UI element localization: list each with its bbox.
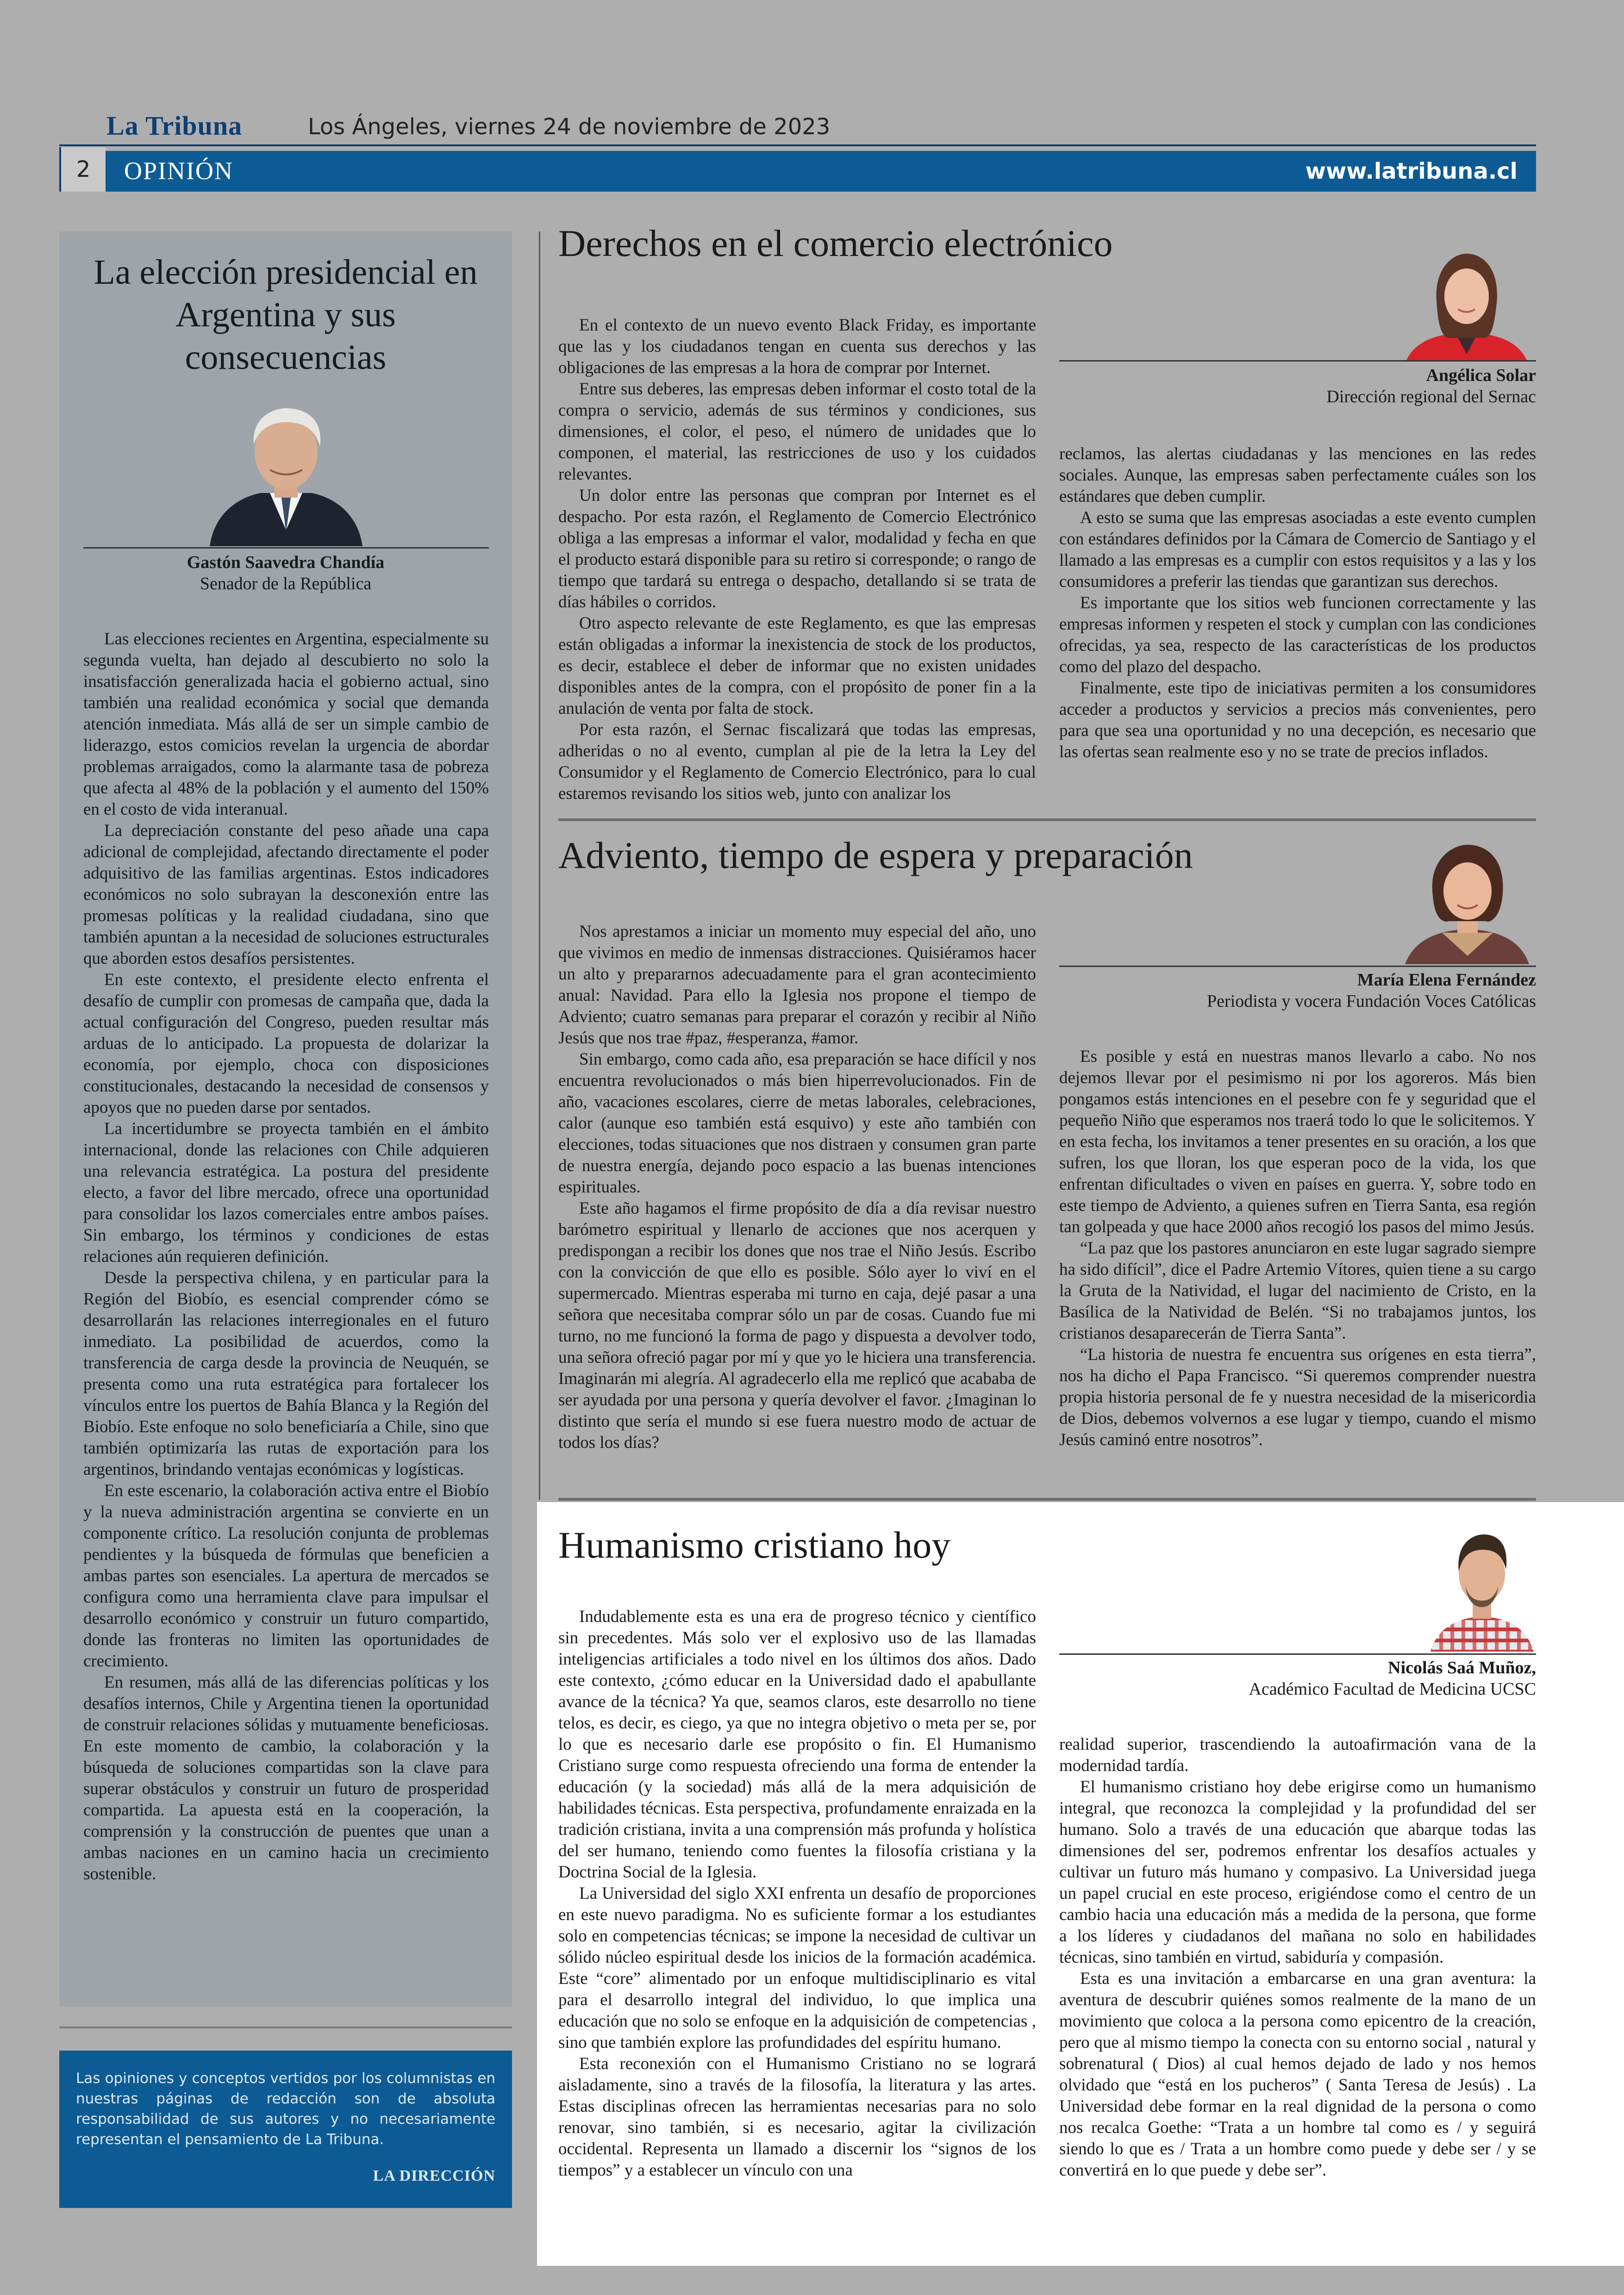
paragraph: El humanismo cristiano hoy debe erigirse como un humanismo integral, que reconozca la complejidad y la profundidad del ser humano. Solo a través de una educación que abarque todas las dimensiones del ser, podremos enfrentar los desafíos actuales y cultivar un futuro más humano y compasivo. La Universidad juega un papel crucial en este proceso, erigiéndose como el centro de un cambio hacia una educación más a medida de la persona, que forme a los líderes y ciudadanos del mañana no solo en habilidades técnicas, sino también en virtud, sabiduría y compasión. — [1059, 1777, 1536, 1967]
dateline: Los Ángeles, viernes 24 de noviembre de 2023 — [308, 114, 831, 140]
author-role: Dirección regional del Sernac — [1326, 387, 1536, 406]
article-column — [1059, 1046, 1536, 1451]
author-photo-saavedra — [200, 398, 372, 546]
disclaimer-text: Las opiniones y conceptos vertidos por los columnistas en nuestras páginas de redacción son de absoluta responsabilidad de sus autores y no necesariamente representan el pensamiento de La Tribuna. — [76, 2070, 495, 2148]
left-article-body — [83, 629, 489, 1885]
author-name: Gastón Saavedra Chandía — [187, 553, 385, 572]
paragraph: Indudablemente esta es una era de progreso técnico y científico sin precedentes. Más solo ver el explosivo uso de las llamadas inteligencias artificiales a todo nivel en los últimos dos años. Dado este contexto, ¿cómo educar en la Universidad dado el apabullante avance de la técnica? Ya que, seamos claros, este desarrollo no tiene telos, es decir, es ciego, ya que no integra objetivo o meta per se, por lo que es necesario darle ese propósito o fin. El Humanismo Cristiano surge como respuesta ofreciendo una forma de entender la educación (y la sociedad) más allá de la mera adquisición de habilidades técnicas. Esta perspectiva, profundamente enraizada en la tradición cristiana, invita a una comprensión más profunda y holística del ser humano, teniendo como fuentes la filosofía cristiana y la Doctrina Social de la Iglesia. — [558, 1607, 1036, 1882]
article-title-comercio: Derechos en el comercio electrónico — [558, 222, 1113, 264]
author-name: María Elena Fernández — [1357, 970, 1536, 990]
divider — [59, 2027, 512, 2028]
paragraph: Sin embargo, como cada año, esa preparación se hace difícil y nos encuentra revolucionados o más bien hiperrevolucionados. Fin de año, vacaciones escolares, cierre de metas laborales, celebraciones, calor (aunque eso también está esquivo) y este año también con elecciones, todas situaciones que nos distraen y consumen gran parte de nuestra energía, dejando poco espacio a las buenas intenciones espirituales. — [558, 1050, 1036, 1197]
article-title-humanismo: Humanismo cristiano hoy — [558, 1524, 951, 1566]
page-number: 2 — [59, 147, 106, 192]
section-title: OPINIÓN — [124, 157, 233, 185]
paragraph: La depreciación constante del peso añade una capa adicional de complejidad, afectando directamente el poder adquisitivo de las familias argentinas. Estos indicadores económicos no solo subrayan la desconexión entre las promesas políticas y la realidad ciudadana, sino que también apuntan a la necesidad de soluciones estructurales que aborden estos desafíos persistentes. — [83, 821, 489, 968]
column-rule — [539, 231, 540, 1500]
paragraph: En resumen, más allá de las diferencias políticas y los desafíos internos, Chile y Argentina tienen la oportunidad de construir relaciones sólidas y mutuamente beneficiosas. En este momento de cambio, la colaboración y la búsqueda de soluciones compartidas son la clave para superar obstáculos y construir un futuro de prosperidad compartida. La apuesta está en la cooperación, la comprensión y la construcción de puentes que unan a ambas naciones en un camino hacia un crecimiento sostenible. — [83, 1673, 489, 1883]
paragraph: Es posible y está en nuestras manos llevarlo a cabo. No nos dejemos llevar por el pesimismo ni por los agoreros. Más bien pongamos estás intenciones en el pesebre con fe y seguridad que el pequeño Niño que esperamos nos traerá todo lo que le solicitemos. Y en esta fecha, los invitamos a tener presentes en su oración, a los que sufren, los que lloran, los que esperan poco de la vida, los que enfrentan dificultades o viven en países en guerra. Y, sobre todo en este tiempo de Adviento, a quienes sufren en Tierra Santa, esa región tan golpeada y que hace 2000 años recogió los pasos del mimo Jesús. — [1059, 1047, 1536, 1236]
paragraph: La incertidumbre se proyecta también en el ámbito internacional, donde las relaciones con Chile adquieren una relevancia estratégica. La postura del presidente electo, a favor del libre mercado, ofrece una oportunidad para consolidar los lazos comerciales entre ambos países. Sin embargo, los términos y condiciones de estas relaciones aún requieren definición. — [83, 1119, 489, 1266]
paragraph: realidad superior, trascendiendo la autoafirmación vana de la modernidad tardía. — [1059, 1735, 1536, 1775]
article-column — [1059, 1734, 1536, 2181]
paragraph: Entre sus deberes, las empresas deben informar el costo total de la compra o servicio, además de sus términos y condiciones, sus dimensiones, el color, el peso, el número de unidades que lo componen, el material, las restricciones de uso y los cuidados relevantes. — [558, 380, 1036, 484]
disclaimer-box — [59, 2051, 512, 2208]
article-column — [558, 921, 1036, 1453]
paragraph: Desde la perspectiva chilena, y en particular para la Región del Biobío, es esencial comprender cómo se desarrollarán las relaciones interregionales en el futuro inmediato. La posibilidad de acuerdos, como la transferencia de carga desde la provincia de Neuquén, se presenta como una ruta estratégica para fortalecer los vínculos entre los puertos de Bahía Blanca y la Región del Biobío. Este enfoque no solo beneficiaría a Chile, sino que también optimizaría las rutas de exportación para los argentinos, brindando ventajas económicas y logísticas. — [83, 1268, 489, 1479]
article-column — [558, 1606, 1036, 2181]
article-separator — [558, 818, 1536, 821]
paragraph: “La paz que los pastores anunciaron en este lugar sagrado siempre ha sido difícil”, dice el Padre Artemio Vítores, quien tiene a su cargo la Gruta de la Natividad, el lugar del nacimiento de Cristo, en la Basílica de la Natividad de Belén. “Si no trabajamos juntos, los cristianos desaparecerán de Tierra Santa”. — [1059, 1239, 1536, 1343]
author-rule — [83, 547, 489, 549]
article-separator — [558, 1498, 1536, 1501]
paragraph: Otro aspecto relevante de este Reglamento, es que las empresas están obligadas a informar la inexistencia de stock de los productos, es decir, establece el deber de informar que no existen unidades disponibles antes de la compra, con el propósito de poner fin a la anulación de venta por falta de stock. — [558, 614, 1036, 718]
author-role: Periodista y vocera Fundación Voces Católicas — [1207, 992, 1536, 1011]
author-photo-saa — [1428, 1528, 1536, 1652]
paragraph: Un dolor entre las personas que compran por Internet es el despacho. Por esta razón, el Reglamento de Comercio Electrónico obliga a las empresas a informar el valor, modalidad y fecha en que el producto estará disponible para su retiro si corresponde; o rango de tiempo que tardará su entrega o despacho, detallando si se trata de días hábiles o corridos. — [558, 486, 1036, 611]
author-name: Angélica Solar — [1426, 366, 1536, 385]
author-photo-solar — [1397, 250, 1536, 360]
article-column — [1059, 443, 1536, 763]
paragraph: Es importante que los sitios web funcionen correctamente y las empresas informen y respeten el stock y cumplan con las condiciones ofrecidas, ya sea, respecto de las características de los productos como del plazo del despacho. — [1059, 593, 1536, 676]
paragraph: Finalmente, este tipo de iniciativas permiten a los consumidores acceder a productos y servicios a precios más convenientes, pero para que sea una oportunidad y no una decepción, es necesario que las ofertas sean realmente eso y no se trate de precios inflados. — [1059, 679, 1536, 761]
paragraph: La Universidad del siglo XXI enfrenta un desafío de proporciones en este nuevo paradigma. No es suficiente formar a los estudiantes solo en competencias técnicas; se impone la necesidad de cultivar un sólido núcleo espiritual desde los inicios de la formación académica. Este “core” alimentado por un enfoque multidisciplinario es vital para el desarrollo integral del individuo, lo que implica una educación que no solo se enfoque en la adquisición de competencias , sino que también explore las profundidades del espíritu humano. — [558, 1884, 1036, 2052]
paragraph: A esto se suma que las empresas asociadas a este evento cumplen con estándares definidos por la Cámara de Comercio de Santiago y el llamado a las empresas es a cumplir con estos requisitos y a las y los consumidores a preferir las tiendas que garantizan sus derechos. — [1059, 508, 1536, 591]
author-photo-fernandez — [1398, 840, 1536, 964]
section-band — [106, 151, 1536, 192]
author-role: Académico Facultad de Medicina UCSC — [1249, 1679, 1536, 1699]
author-role: Senador de la República — [200, 574, 372, 593]
author-name: Nicolás Saá Muñoz, — [1388, 1658, 1536, 1678]
paragraph: “La historia de nuestra fe encuentra sus orígenes en esta tierra”, nos ha dicho el Papa Francisco. “Si queremos comprender nuestra propia historia personal de fe y nuestra necesidad de la misericordia de Dios, debemos volvernos a ese lugar y tiempo, cuando el mismo Jesús caminó entre nosotros”. — [1059, 1345, 1536, 1449]
paragraph: Nos aprestamos a iniciar un momento muy especial del año, uno que vivimos en medio de inmensas distracciones. Quisiéramos hacer un alto y prepararnos adecuadamente para el gran acontecimiento anual: Navidad. Para ello la Iglesia nos propone el tiempo de Adviento; cuatro semanas para preparar el corazón y recibir al Niño Jesús que nos trae #paz, #esperanza, #amor. — [558, 922, 1036, 1048]
paragraph: Este año hagamos el firme propósito de día a día revisar nuestro barómetro espiritual y llenarlo de acciones que nos acerquen y predispongan a recibir los dones que nos trae el Niño Jesús. Escribo con la convicción de que ello es posible. Sólo ayer lo viví en el supermercado. Mientras esperaba mi turno en caja, dejé pasar a una señora que necesitaba comprar sólo un par de cosas. Cuando fue mi turno, no me funcionó la forma de pago y dispuesta a devolver todo, una señora ofreció pagar por mí y que yo le hiciera una transferencia. Imaginarán mi alegría. Al agradecerlo ella me replicó que acababa de ser ayudada por una persona y quería devolver el favor. ¿Imaginan lo distinto que sería el mundo si ese fuera nuestro modo de actuar de todos los días? — [558, 1199, 1036, 1452]
article-title-adviento: Adviento, tiempo de espera y preparación — [558, 834, 1193, 876]
author-rule — [1059, 360, 1536, 362]
paragraph: Por esta razón, el Sernac fiscalizará que todas las empresas, adheridas o no al evento, cumplan al pie de la letra la Ley del Consumidor y el Reglamento de Comercio Electrónico, para lo cual estaremos revisando los sitios web, junto con analizar los — [558, 720, 1036, 803]
paragraph: reclamos, las alertas ciudadanas y las menciones en las redes sociales. Aunque, las empresas saben perfectamente cuáles son los estándares que deben cumplir. — [1059, 444, 1536, 506]
website-link[interactable]: www.latribuna.cl — [1305, 158, 1518, 184]
paragraph: En el contexto de un nuevo evento Black Friday, es importante que las y los ciudadanos tengan en cuenta sus derechos y las obligaciones de las empresas a la hora de comprar por Internet. — [558, 316, 1036, 377]
left-article-title: La elección presidencial en Argentina y sus consecuencias — [94, 253, 478, 377]
author-rule — [1059, 966, 1536, 967]
masthead-logo: La Tribuna — [106, 111, 243, 141]
paragraph: En este contexto, el presidente electo enfrenta el desafío de cumplir con promesas de campaña que, dada la actual configuración del Congreso, pueden resultar más arduas de lo anticipado. La propuesta de dolarizar la economía, por ejemplo, choca con disposiciones constitucionales, destacando la necesidad de consensos y apoyos que no pueden darse por sentados. — [83, 970, 489, 1117]
paragraph: Esta reconexión con el Humanismo Cristiano no se logrará aisladamente, sino a través de la filosofía, la literatura y las artes. Estas disciplinas ofrecen las herramientas necesarias para no solo renovar, sino también, si es necesario, agitar la civilización occidental. Representa un llamado a discernir los “signos de los tiempos” y a establecer un vínculo con una — [558, 2054, 1036, 2180]
disclaimer-signature: LA DIRECCIÓN — [373, 2167, 495, 2184]
paragraph: Las elecciones recientes en Argentina, especialmente su segunda vuelta, han dejado al descubierto no solo la insatisfacción generalizada hacia el gobierno actual, sino también una realidad económica y social que demanda atención inmediata. Más allá de ser un simple cambio de liderazgo, estos comicios revelan la urgencia de abordar problemas arraigados, como la alarmante tasa de pobreza que afecta al 48% de la población y el aumento del 150% en el costo de vida interanual. — [83, 630, 489, 819]
author-rule — [1059, 1653, 1536, 1655]
left-article — [59, 231, 512, 2007]
header-rule — [59, 144, 1536, 146]
paragraph: Esta es una invitación a embarcarse en una gran aventura: la aventura de descubrir quiénes somos realmente de la mano de un movimiento que coloca a la persona como epicentro de la creación, pero que al mismo tiempo la conecta con su entorno social , natural y sobrenatural ( Dios) al cual hemos dejado de lado y nos hemos olvidado que “está en los pucheros” ( Santa Teresa de Jesús) . La Universidad debe formar en la real dignidad de la persona o como nos recalca Goethe: “Trata a un hombre tal como es / y seguirá siendo lo que es / Trata a un hombre como puede y debe ser / y se convertirá en lo que puede y debe ser”. — [1059, 1969, 1536, 2180]
paragraph: En este escenario, la colaboración activa entre el Biobío y la nueva administración argentina se convierte en un componente crítico. La resolución conjunta de problemas pendientes y la búsqueda de fórmulas que beneficien a ambas partes son esenciales. La apertura de mercados se configura como una herramienta clave para impulsar el desarrollo económico y construir un futuro compartido, donde las fronteras no limiten las oportunidades de crecimiento. — [83, 1481, 489, 1671]
section-bar — [59, 147, 1536, 192]
article-column — [558, 315, 1036, 804]
